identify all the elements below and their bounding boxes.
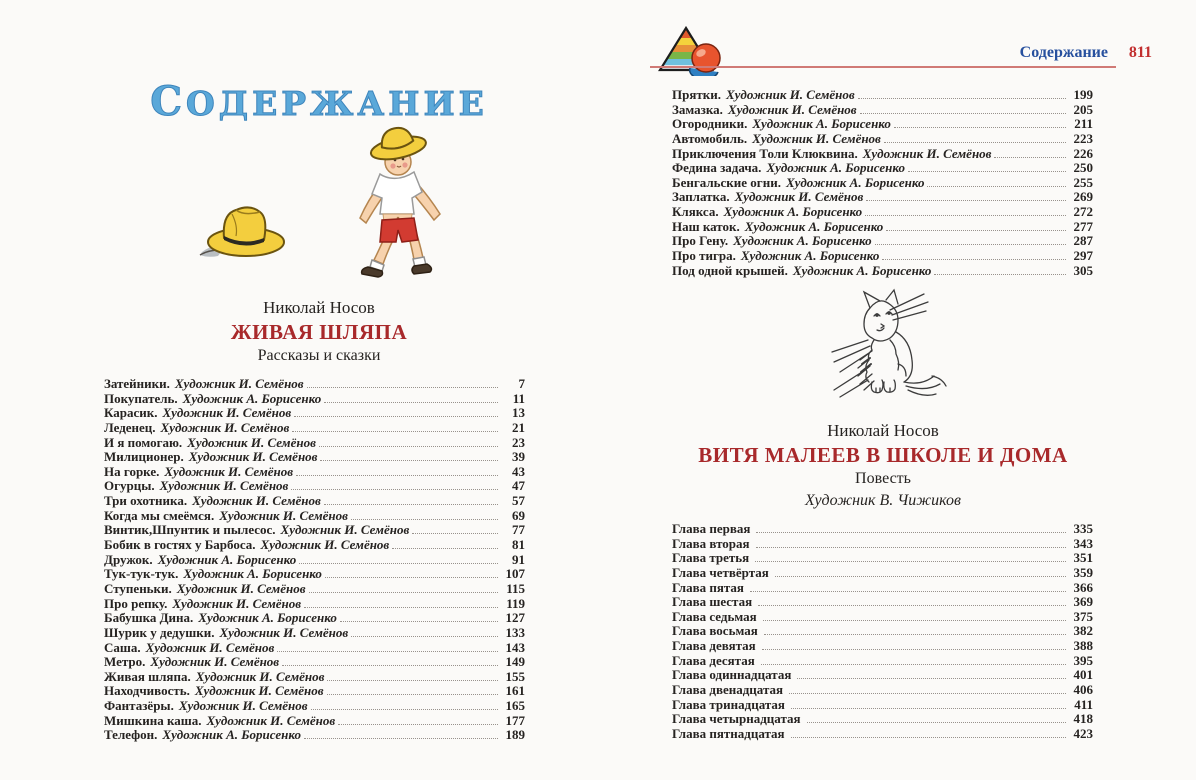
toc-entry [672,103,1093,118]
chapter-title: Глава первая [672,521,751,536]
toc-entry-title: Про Гену. [672,233,729,249]
toc-entry-page: 23 [512,434,525,450]
dot-leader [756,532,1066,533]
dot-leader [392,548,498,549]
chapter-list [672,522,1093,742]
chapter-page: 335 [1073,521,1093,536]
toc-entry [672,190,1093,205]
toc-entry [104,626,525,641]
toc-entry-credit: Художник И. Семёнов [280,522,410,538]
toc-entry-title: Мишкина каша. [104,712,202,728]
toc-entry [104,611,525,626]
toc-entry-page: 69 [512,507,525,523]
dot-leader [758,605,1066,606]
toc-entry [104,670,525,685]
toc-entry [104,728,525,743]
toc-entry [672,234,1093,249]
toc-entry-page: 127 [505,610,525,626]
chapter-title: Глава шестая [672,594,753,610]
toc-entry-credit: Художник И. Семёнов [194,683,324,699]
dot-leader [866,200,1066,201]
toc-entry-page: 297 [1073,248,1093,264]
toc-entry [104,538,525,553]
toc-entry [104,421,525,436]
toc-entry-title: Ступеньки. [104,580,172,596]
toc-entry-credit: Художник И. Семёнов [172,595,302,611]
toc-entry-page: 211 [1074,116,1093,132]
toc-entry-page: 47 [512,478,525,494]
dot-leader [320,460,498,461]
chapter-title: Глава десятая [672,652,755,668]
toc-entry [104,655,525,670]
toc-entry-page: 119 [506,595,525,611]
toc-entry-credit: Художник И. Семёнов [727,101,857,117]
dot-leader [807,722,1066,723]
toc-entry-credit: Художник И. Семёнов [162,405,292,421]
chapter-entry [672,654,1093,669]
chapter-entry [672,727,1093,742]
dot-leader [299,563,498,564]
toc-entry-page: 7 [518,376,525,391]
toc-entry-title: Федина задача. [672,160,762,176]
toc-entry-credit: Художник И. Семёнов [752,130,881,146]
toc-entry-page: 223 [1073,130,1093,146]
chapter-page: 388 [1073,638,1093,654]
dot-leader [340,621,498,622]
dot-leader [750,591,1066,592]
toc-entry-page: 91 [512,551,525,567]
toc-entry [104,392,525,407]
chapter-page: 406 [1073,682,1093,698]
toc-entry-page: 255 [1073,174,1093,190]
toc-entry-credit: Художник И. Семёнов [188,449,318,465]
dot-leader [338,724,498,725]
toc-entry-page: 161 [505,683,525,699]
running-header-label: Содержание [1019,44,1108,61]
chapter-title: Глава четвёртая [672,564,769,580]
chapter-title: Глава четырнадцатая [672,711,801,727]
toc-entry-title: Бобик в гостях у Барбоса. [104,537,256,553]
toc-entry-credit: Художник И. Семёнов [174,376,304,391]
toc-entry-page: 21 [512,419,525,435]
toc-entry-page: 143 [505,639,525,655]
dot-leader [327,680,498,681]
toc-entry-title: Винтик,Шпунтик и пылесос. [104,522,276,538]
dot-leader [351,636,498,637]
pyramid-toy-and-ball-icon [650,26,742,76]
sitting-cat-sketch-illustration [828,288,960,406]
chapter-title: Глава седьмая [672,608,757,624]
chapter-page: 411 [1074,696,1093,712]
toc-entry [672,205,1093,220]
chapter-title: Глава вторая [672,535,750,551]
toc-entry-credit: Художник И. Семёнов [219,624,349,640]
toc-entry-credit: Художник И. Семёнов [206,712,336,728]
toc-entry-title: Огородники. [672,116,748,132]
dot-leader [309,592,498,593]
dot-leader [908,171,1066,172]
toc-entry-credit: Художник А. Борисенко [723,204,863,220]
toc-entry-title: Под одной крышей. [672,262,788,278]
toc-entry-credit: Художник А. Борисенко [766,160,905,176]
toc-entry-page: 133 [505,624,525,640]
chapter-title: Глава пятая [672,579,744,595]
fallen-hat-illustration [198,200,286,262]
toc-entry [104,714,525,729]
toc-entry [104,641,525,656]
toc-entry-title: Огурцы. [104,478,155,494]
toc-entry [672,249,1093,264]
toc-entry-page: 115 [506,580,525,596]
toc-entry-credit: Художник А. Борисенко [785,174,925,190]
dot-leader [755,561,1066,562]
dot-leader [412,533,498,534]
book-title: ВИТЯ МАЛЕЕВ В ШКОЛЕ И ДОМА [698,443,1068,467]
chapter-page: 395 [1073,652,1093,668]
toc-entry-credit: Художник И. Семёнов [187,434,316,450]
chapter-page: 401 [1073,667,1093,683]
toc-entry [672,161,1093,176]
toc-entry-title: И я помогаю. [104,434,183,450]
chapter-entry [672,712,1093,727]
toc-entry-title: Леденец. [104,419,156,435]
toc-entry-title: Про тигра. [672,248,736,264]
chapter-page: 369 [1073,594,1093,610]
boy-in-hat-illustration [350,126,462,278]
toc-entry-title: Прятки. [672,87,721,102]
toc-entry-title: Шурик у дедушки. [104,624,215,640]
chapter-entry [672,551,1093,566]
toc-entry-credit: Художник И. Семёнов [176,580,306,596]
chapter-title: Глава третья [672,550,750,566]
toc-entry [104,436,525,451]
dot-leader [761,664,1066,665]
toc-entry-credit: Художник А. Борисенко [157,551,297,567]
contents-page-title: СОДЕРЖАНИЕ [150,78,488,125]
chapter-page: 343 [1073,535,1093,551]
toc-entry-page: 205 [1073,101,1093,117]
toc-entry-credit: Художник И. Семёнов [862,145,992,161]
toc-list-left [104,377,525,743]
toc-entry-title: Когда мы смеёмся. [104,507,215,523]
toc-entry [104,553,525,568]
toc-entry [104,582,525,597]
toc-entry-credit: Художник И. Семёнов [192,493,321,509]
chapter-page: 423 [1073,725,1093,741]
dot-leader [797,678,1066,679]
dot-leader [304,738,498,739]
toc-entry-page: 272 [1073,204,1093,220]
chapter-entry [672,698,1093,713]
toc-entry-page: 165 [505,698,525,714]
toc-entry-credit: Художник И. Семёнов [164,463,294,479]
toc-entry-title: Замазка. [672,101,723,117]
toc-entry-title: Дружок. [104,551,153,567]
toc-entry-title: Про репку. [104,595,168,611]
toc-entry-credit: Художник И. Семёнов [178,698,308,714]
chapter-entry [672,566,1093,581]
toc-entry-page: 13 [512,405,525,421]
dot-leader [319,446,498,447]
toc-entry-title: Приключения Толи Клюквина. [672,145,858,161]
header-rule [650,66,1116,68]
toc-entry-title: Саша. [104,639,141,655]
toc-entry [104,494,525,509]
toc-entry [104,684,525,699]
toc-entry [104,450,525,465]
chapter-page: 366 [1073,579,1093,595]
toc-entry-title: Бенгальские огни. [672,174,781,190]
book-heading-right [668,420,1098,512]
toc-entry-title: Заплатка. [672,189,730,205]
chapter-title: Глава двенадцатая [672,682,784,698]
dot-leader [304,607,498,608]
toc-entry-title: Затейники. [104,376,170,391]
dot-leader [282,665,498,666]
toc-entry-page: 11 [512,390,525,406]
toc-entry-page: 107 [505,566,525,582]
dot-leader [291,489,498,490]
dot-leader [791,708,1066,709]
toc-entry-page: 155 [505,668,525,684]
toc-entry-title: Клякса. [672,204,719,220]
chapter-page: 382 [1073,623,1093,639]
running-header-page-number: 811 [1128,44,1152,61]
dot-leader [934,274,1066,275]
book-title: ЖИВАЯ ШЛЯПА [230,320,408,344]
dot-leader [994,157,1066,158]
author-name: Николай Носов [827,421,939,440]
dot-leader [311,709,498,710]
dot-leader [296,475,498,476]
toc-entry-page: 277 [1073,218,1093,234]
toc-entry-title: Наш каток. [672,218,740,234]
toc-entry-title: Покупатель. [104,390,178,406]
chapter-entry [672,581,1093,596]
toc-entry [672,220,1093,235]
dot-leader [858,98,1066,99]
toc-entry [104,597,525,612]
toc-entry-credit: Художник А. Борисенко [162,727,301,743]
toc-entry-title: Автомобиль. [672,130,748,146]
chapter-page: 359 [1073,564,1093,580]
toc-entry-credit: Художник И. Семёнов [726,87,855,102]
chapter-entry [672,668,1093,683]
toc-entry-page: 189 [505,727,525,743]
toc-entry [104,465,525,480]
toc-entry-credit: Художник А. Борисенко [752,116,891,132]
dot-leader [865,215,1066,216]
chapter-title: Глава пятнадцатая [672,725,785,741]
chapter-entry [672,683,1093,698]
toc-entry-credit: Художник А. Борисенко [183,566,322,582]
toc-entry-credit: Художник А. Борисенко [733,233,872,249]
chapter-entry [672,595,1093,610]
toc-entry-page: 149 [505,654,525,670]
dot-leader [789,693,1066,694]
dot-leader [324,504,498,505]
toc-entry-credit: Художник А. Борисенко [182,390,322,406]
chapter-title: Глава одиннадцатая [672,667,792,683]
dot-leader [791,737,1066,738]
toc-entry-page: 177 [505,712,525,728]
book-heading-left [104,297,534,367]
dot-leader [294,416,498,417]
dot-leader [894,127,1066,128]
toc-entry-credit: Художник И. Семёнов [260,537,390,553]
toc-entry-page: 250 [1073,160,1093,176]
toc-entry-credit: Художник И. Семёнов [160,419,290,435]
toc-entry-page: 57 [512,493,525,509]
toc-entry-credit: Художник И. Семёнов [145,639,275,655]
chapter-entry [672,610,1093,625]
dot-leader [292,431,498,432]
dot-leader [927,186,1066,187]
book-subtitle: Повесть [855,470,911,487]
toc-entry-title: Карасик. [104,405,158,421]
toc-entry [104,567,525,582]
dot-leader [886,230,1066,231]
dot-leader [763,620,1066,621]
dot-leader [775,576,1066,577]
toc-entry-title: Тук-тук-тук. [104,566,179,582]
chapter-page: 375 [1073,608,1093,624]
chapter-entry [672,624,1093,639]
author-name: Николай Носов [263,298,375,317]
chapter-title: Глава тринадцатая [672,696,785,712]
dot-leader [756,547,1066,548]
chapter-title: Глава девятая [672,638,756,654]
toc-entry-credit: Художник А. Борисенко [792,262,932,278]
toc-entry-title: Находчивость. [104,683,190,699]
toc-entry-title: Метро. [104,654,146,670]
book-artist-credit: Художник В. Чижиков [804,492,961,509]
dot-leader [875,244,1066,245]
toc-entry-title: Бабушка Дина. [104,610,194,626]
toc-entry-page: 305 [1073,262,1093,278]
dot-leader [327,694,498,695]
dot-leader [307,387,498,388]
toc-entry [104,699,525,714]
toc-entry [672,147,1093,162]
toc-entry-page: 287 [1073,233,1093,249]
toc-entry-credit: Художник И. Семёнов [219,507,348,523]
dot-leader [324,402,498,403]
toc-entry-credit: Художник И. Семёнов [734,189,864,205]
toc-entry-page: 269 [1073,189,1093,205]
toc-entry [104,377,525,392]
toc-entry-title: Фантазёры. [104,698,174,714]
toc-entry-title: Три охотника. [104,493,188,509]
chapter-page: 351 [1073,550,1093,566]
book-subtitle: Рассказы и сказки [257,347,381,364]
dot-leader [277,651,498,652]
dot-leader [884,142,1066,143]
toc-entry [104,406,525,421]
dot-leader [351,519,498,520]
toc-entry [104,479,525,494]
toc-entry [672,117,1093,132]
toc-entry-title: На горке. [104,463,160,479]
dot-leader [764,634,1066,635]
toc-entry-credit: Художник А. Борисенко [744,218,884,234]
dot-leader [882,259,1066,260]
chapter-entry [672,639,1093,654]
chapter-entry [672,522,1093,537]
chapter-page: 418 [1073,711,1093,727]
chapter-entry [672,537,1093,552]
toc-entry [672,176,1093,191]
toc-entry [672,264,1093,279]
toc-entry-credit: Художник А. Борисенко [740,248,880,264]
chapter-title: Глава восьмая [672,623,758,639]
toc-entry [672,132,1093,147]
toc-entry-page: 81 [512,537,525,553]
dot-leader [762,649,1066,650]
toc-list-right [672,88,1093,278]
toc-entry-credit: Художник И. Семёнов [195,668,325,684]
toc-entry-title: Живая шляпа. [104,668,191,684]
toc-entry-page: 226 [1073,145,1093,161]
toc-entry-page: 43 [512,463,525,479]
dot-leader [860,113,1066,114]
toc-entry-page: 199 [1073,87,1093,102]
dot-leader [325,577,498,578]
toc-entry [104,509,525,524]
toc-entry-page: 77 [512,522,525,538]
toc-entry [104,523,525,538]
toc-entry-title: Телефон. [104,727,158,743]
toc-entry-page: 39 [512,449,525,465]
toc-entry [672,88,1093,103]
toc-entry-credit: Художник И. Семёнов [150,654,280,670]
toc-entry-credit: Художник А. Борисенко [198,610,337,626]
toc-entry-title: Милиционер. [104,449,184,465]
toc-entry-credit: Художник И. Семёнов [159,478,289,494]
